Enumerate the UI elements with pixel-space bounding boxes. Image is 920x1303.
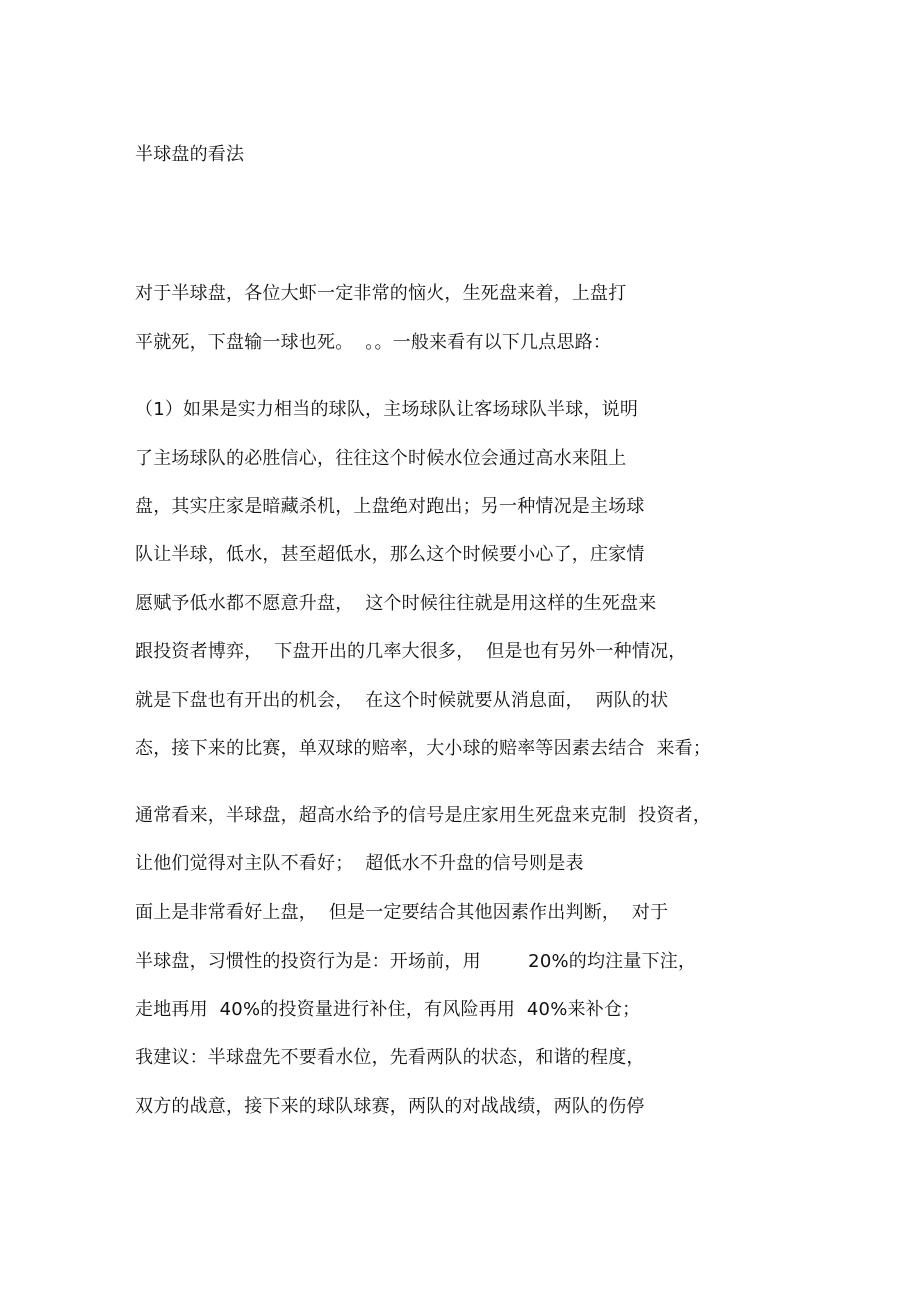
paragraph-line-4: 了主场球队的必胜信心，往往这个时候水位会通过高水来阻上 [135,448,627,469]
paragraph-line-10: 态，接下来的比赛，单双球的赔率，大小球的赔率等因素去结合 来看； [135,738,712,759]
paragraph-line-1: 对于半球盘，各位大虾一定非常的恼火，生死盘来着，上盘打 [135,283,627,304]
paragraph-line-14: 半球盘，习惯性的投资行为是：开场前，用 20%的均注量下注， [135,951,697,972]
document-title: 半球盘的看法 [135,144,245,165]
paragraph-line-8: 跟投资者博弈， 下盘开出的几率大很多， 但是也有另外一种情况， [135,641,687,662]
paragraph-line-7: 愿赋予低水都不愿意升盘， 这个时候往往就是用这样的生死盘来 [135,593,657,614]
paragraph-line-15: 走地再用 40%的投资量进行补住，有风险再用 40%来补仓； [135,999,641,1020]
paragraph-line-3: （1）如果是实力相当的球队，主场球队让客场球队半球，说明 [135,399,639,420]
paragraph-line-5: 盘，其实庄家是暗藏杀机，上盘绝对跑出；另一种情况是主场球 [135,496,645,517]
paragraph-line-12: 让他们觉得对主队不看好； 超低水不升盘的信号则是表 [135,853,584,874]
paragraph-line-17: 双方的战意，接下来的球队球赛，两队的对战战绩，两队的伤停 [135,1096,645,1117]
paragraph-line-2: 平就死，下盘输一球也死。 。。一般来看有以下几点思路： [135,332,612,353]
paragraph-line-13: 面上是非常看好上盘， 但是一定要结合其他因素作出判断， 对于 [135,902,669,923]
paragraph-line-9: 就是下盘也有开出的机会， 在这个时候就要从消息面， 两队的状 [135,690,669,711]
paragraph-line-16: 我建议：半球盘先不要看水位，先看两队的状态，和谐的程度， [135,1047,645,1068]
paragraph-line-6: 队让半球，低水，甚至超低水，那么这个时候要小心了，庄家情 [135,544,645,565]
paragraph-line-11: 通常看来，半球盘，超高水给予的信号是庄家用生死盘来克制 投资者， [135,805,712,826]
